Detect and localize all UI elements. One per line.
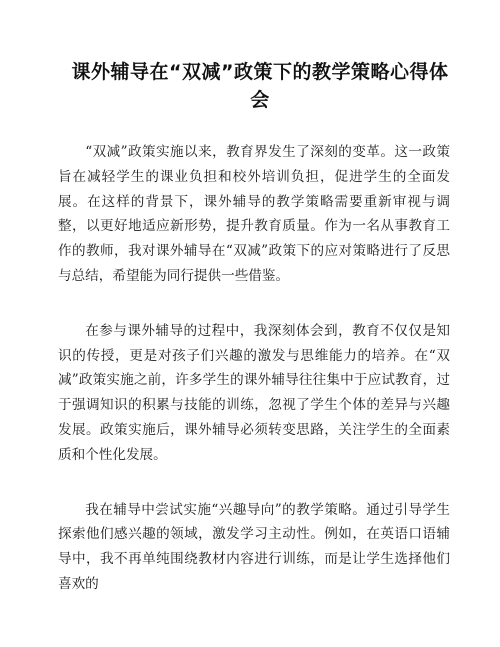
document-body — [58, 140, 450, 627]
paragraph-1: “双减”政策实施以来，教育界发生了深刻的变革。这一政策旨在减轻学生的课业负担和校外培训负担，促进学生的全面发展。在这样的背景下，课外辅导的教学策略需要重新审视与调整，以更好地适应新形势，提升教育质量。作为一名从事教育工作的教师，我对课外辅导在“双减”政策下的应对策略进行了反思与总结，希望能为同行提供一些借鉴。 — [58, 144, 450, 284]
paragraph-3: 我在辅导中尝试实施“兴趣导向”的教学策略。通过引导学生探索他们感兴趣的领域，激发学习主动性。例如，在英语口语辅导中，我不再单纯围绕教材内容进行训练，而是让学生选择他们喜欢的 — [58, 501, 450, 592]
document-title: 课外辅导在“双减”政策下的教学策略心得体会 — [71, 61, 449, 111]
paragraph-2: 在参与课外辅导的过程中，我深刻体会到，教育不仅仅是知识的传授，更是对孩子们兴趣的激发与思维能力的培养。在“双减”政策实施之前，许多学生的课外辅导往往集中于应试教育，过于强调知识的积累与技能的训练，忽视了学生个体的差异与兴趣发展。政策实施后，课外辅导必须转变思路，关注学生的全面素质和个性化发展。 — [58, 322, 450, 463]
